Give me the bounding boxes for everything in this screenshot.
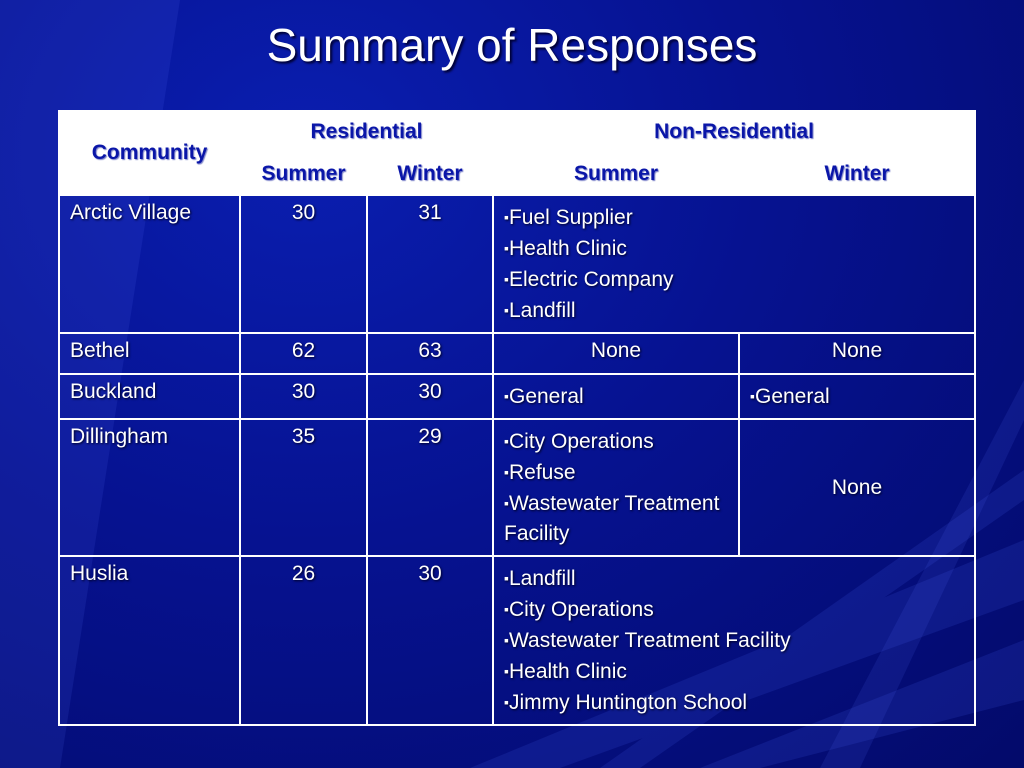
list-item: ▪ Wastewater Treatment Facility — [504, 488, 728, 549]
bullet-list — [504, 426, 728, 549]
nonres-winter-cell — [739, 374, 975, 419]
list-item: ▪ Health Clinic — [504, 233, 964, 264]
nonres-winter-cell: None — [739, 333, 975, 374]
list-item: ▪ Jimmy Huntington School — [504, 687, 964, 718]
community-cell: Huslia — [59, 556, 240, 725]
header-res-summer: Summer — [240, 153, 367, 195]
res-summer-cell: 30 — [240, 374, 367, 419]
table-row — [59, 195, 975, 333]
header-row — [59, 111, 975, 153]
list-item: ▪ General — [750, 381, 964, 412]
list-item: ▪ Landfill — [504, 295, 964, 326]
bullet-list — [504, 563, 964, 718]
bullet-list — [750, 381, 964, 412]
res-summer-cell: 30 — [240, 195, 367, 333]
list-item: ▪ City Operations — [504, 426, 728, 457]
responses-table — [58, 110, 976, 726]
res-winter-cell: 31 — [367, 195, 493, 333]
list-item: ▪ Refuse — [504, 457, 728, 488]
page-title: Summary of Responses — [266, 19, 758, 71]
table-row — [59, 374, 975, 419]
nonres-summer-cell — [493, 374, 739, 419]
list-item: ▪ Fuel Supplier — [504, 202, 964, 233]
bullet-list — [504, 381, 728, 412]
bullet-list — [504, 202, 964, 326]
nonres-winter-cell: None — [739, 419, 975, 556]
res-winter-cell: 63 — [367, 333, 493, 374]
list-item: ▪ City Operations — [504, 594, 964, 625]
table-row — [59, 419, 975, 556]
res-summer-cell: 35 — [240, 419, 367, 556]
header-residential: Residential — [240, 111, 493, 153]
header-nonres-winter: Winter — [739, 153, 975, 195]
res-summer-cell: 62 — [240, 333, 367, 374]
list-item: ▪ General — [504, 381, 728, 412]
header-res-winter: Winter — [367, 153, 493, 195]
list-item: ▪ Landfill — [504, 563, 964, 594]
nonres-combined-cell — [493, 195, 975, 333]
res-summer-cell: 26 — [240, 556, 367, 725]
header-community: Community — [59, 111, 240, 195]
community-cell: Buckland — [59, 374, 240, 419]
table-row — [59, 556, 975, 725]
res-winter-cell: 30 — [367, 556, 493, 725]
table-row — [59, 333, 975, 374]
nonres-summer-cell — [493, 419, 739, 556]
header-non-residential: Non-Residential — [493, 111, 975, 153]
nonres-summer-cell: None — [493, 333, 739, 374]
res-winter-cell: 30 — [367, 374, 493, 419]
res-winter-cell: 29 — [367, 419, 493, 556]
list-item: ▪ Wastewater Treatment Facility — [504, 625, 964, 656]
list-item: ▪ Health Clinic — [504, 656, 964, 687]
community-cell: Arctic Village — [59, 195, 240, 333]
list-item: ▪ Electric Company — [504, 264, 964, 295]
community-cell: Bethel — [59, 333, 240, 374]
header-nonres-summer: Summer — [493, 153, 739, 195]
community-cell: Dillingham — [59, 419, 240, 556]
nonres-combined-cell — [493, 556, 975, 725]
